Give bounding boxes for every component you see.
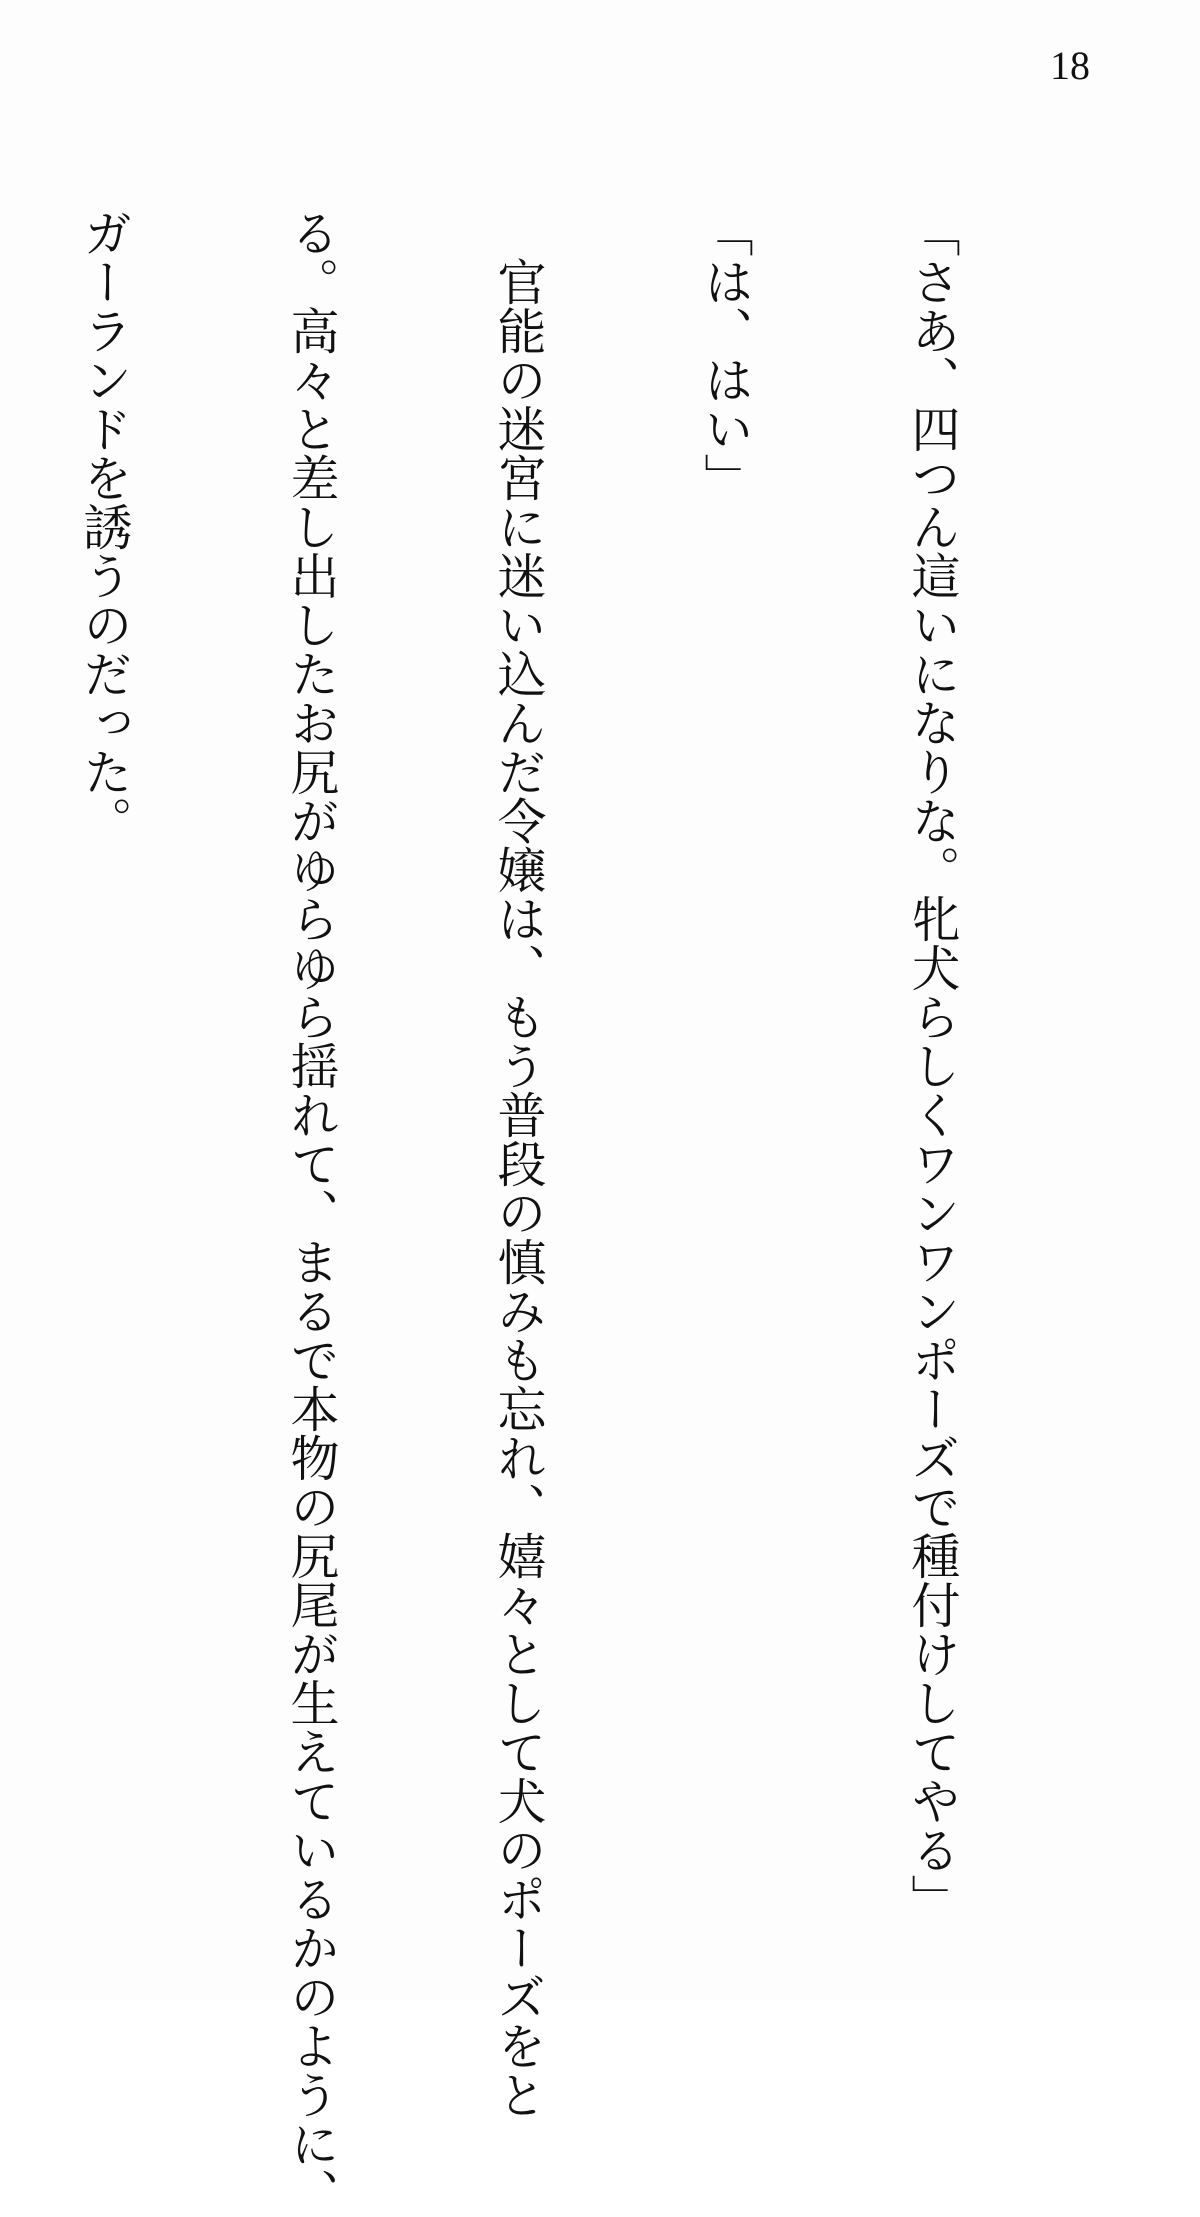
page-number: 18	[1050, 43, 1090, 88]
text-line: 「は、はい」	[697, 208, 754, 502]
vertical-text-body	[0, 208, 1105, 2217]
text-line: ガーランドを誘うのだった。	[76, 208, 133, 845]
text-line: る。高々と差し出したお尻がゆらゆら揺れて、まるで本物の尻尾が生えているかのように、	[283, 208, 340, 2217]
text-line: 「さあ、四つん這いになりな。牝犬らしくワンワンポーズで種付けしてやる」	[904, 208, 961, 1923]
text-line: 官能の迷宮に迷い込んだ令嬢は、もう普段の慎みも忘れ、嬉々として犬のポーズをと	[490, 208, 547, 2119]
